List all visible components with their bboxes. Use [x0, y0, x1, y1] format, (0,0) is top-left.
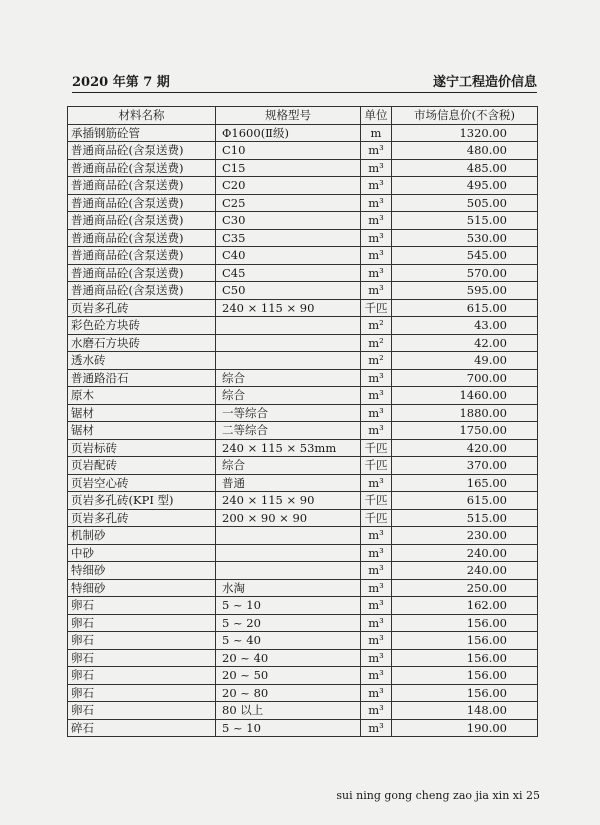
- table-row: [68, 632, 538, 650]
- cell-unit: 千匹: [361, 439, 392, 457]
- cell-spec: C25: [216, 194, 361, 212]
- cell-spec: 240 × 115 × 53mm: [216, 439, 361, 457]
- cell-price: 1320.00: [392, 124, 538, 142]
- table-row: [68, 142, 538, 160]
- cell-price: 615.00: [392, 492, 538, 510]
- cell-material-name: 普通商品砼(含泵送费): [68, 159, 216, 177]
- cell-price: 156.00: [392, 614, 538, 632]
- cell-price: 370.00: [392, 457, 538, 475]
- cell-spec: 二等综合: [216, 422, 361, 440]
- cell-spec: 综合: [216, 369, 361, 387]
- cell-material-name: 页岩标砖: [68, 439, 216, 457]
- issue-label: 2020 年第 7 期: [72, 75, 170, 90]
- cell-material-name: 普通商品砼(含泵送费): [68, 142, 216, 160]
- cell-price: 1750.00: [392, 422, 538, 440]
- cell-unit: 千匹: [361, 509, 392, 527]
- cell-unit: 千匹: [361, 492, 392, 510]
- table-row: [68, 422, 538, 440]
- cell-price: 156.00: [392, 632, 538, 650]
- cell-spec: [216, 352, 361, 370]
- table-header-row: [68, 107, 538, 125]
- table-row: [68, 492, 538, 510]
- cell-unit: m³: [361, 159, 392, 177]
- cell-unit: m³: [361, 474, 392, 492]
- publication-title: 遂宁工程造价信息: [432, 75, 537, 90]
- cell-spec: 综合: [216, 387, 361, 405]
- cell-spec: C40: [216, 247, 361, 265]
- table-row: [68, 212, 538, 230]
- cell-unit: m: [361, 124, 392, 142]
- cell-price: 43.00: [392, 317, 538, 335]
- cell-spec: 240 × 115 × 90: [216, 492, 361, 510]
- cell-material-name: 碎石: [68, 719, 216, 737]
- cell-material-name: 卵石: [68, 632, 216, 650]
- table-row: [68, 369, 538, 387]
- table-row: [68, 684, 538, 702]
- cell-unit: m³: [361, 667, 392, 685]
- cell-material-name: 卵石: [68, 649, 216, 667]
- table-row: [68, 544, 538, 562]
- cell-unit: m³: [361, 562, 392, 580]
- table-row: [68, 124, 538, 142]
- page-footer: sui ning gong cheng zao jia xin xi 25: [336, 789, 540, 802]
- cell-material-name: 水磨石方块砖: [68, 334, 216, 352]
- cell-spec: 20 ~ 40: [216, 649, 361, 667]
- table-row: [68, 667, 538, 685]
- cell-spec: 普通: [216, 474, 361, 492]
- cell-spec: 200 × 90 × 90: [216, 509, 361, 527]
- cell-price: 156.00: [392, 684, 538, 702]
- table-row: [68, 387, 538, 405]
- cell-unit: m²: [361, 317, 392, 335]
- cell-material-name: 中砂: [68, 544, 216, 562]
- table-row: [68, 562, 538, 580]
- cell-spec: C35: [216, 229, 361, 247]
- table-row: [68, 509, 538, 527]
- table-row: [68, 177, 538, 195]
- cell-unit: 千匹: [361, 299, 392, 317]
- cell-price: 156.00: [392, 649, 538, 667]
- cell-unit: m³: [361, 404, 392, 422]
- cell-unit: m³: [361, 369, 392, 387]
- cell-spec: C15: [216, 159, 361, 177]
- cell-unit: m²: [361, 352, 392, 370]
- cell-material-name: 普通商品砼(含泵送费): [68, 229, 216, 247]
- table-row: [68, 404, 538, 422]
- cell-spec: 综合: [216, 457, 361, 475]
- cell-spec: 水淘: [216, 579, 361, 597]
- cell-material-name: 特细砂: [68, 579, 216, 597]
- cell-price: 1880.00: [392, 404, 538, 422]
- cell-spec: C50: [216, 282, 361, 300]
- cell-spec: Φ1600(Ⅱ级): [216, 124, 361, 142]
- cell-unit: m³: [361, 194, 392, 212]
- cell-unit: m³: [361, 212, 392, 230]
- cell-price: 162.00: [392, 597, 538, 615]
- cell-price: 530.00: [392, 229, 538, 247]
- cell-unit: m³: [361, 527, 392, 545]
- cell-spec: 5 ~ 40: [216, 632, 361, 650]
- column-header-unit: 单位: [361, 107, 392, 125]
- table-row: [68, 264, 538, 282]
- table-row: [68, 527, 538, 545]
- cell-unit: m³: [361, 229, 392, 247]
- cell-material-name: 彩色砼方块砖: [68, 317, 216, 335]
- cell-spec: 一等综合: [216, 404, 361, 422]
- cell-unit: m³: [361, 544, 392, 562]
- cell-material-name: 原木: [68, 387, 216, 405]
- cell-unit: m³: [361, 684, 392, 702]
- cell-material-name: 卵石: [68, 667, 216, 685]
- cell-spec: 5 ~ 10: [216, 719, 361, 737]
- table-row: [68, 719, 538, 737]
- cell-spec: [216, 334, 361, 352]
- cell-unit: m³: [361, 614, 392, 632]
- cell-material-name: 普通商品砼(含泵送费): [68, 282, 216, 300]
- cell-unit: m³: [361, 719, 392, 737]
- column-header-name: 材料名称: [68, 107, 216, 125]
- cell-material-name: 透水砖: [68, 352, 216, 370]
- table-row: [68, 579, 538, 597]
- table-row: [68, 334, 538, 352]
- cell-price: 1460.00: [392, 387, 538, 405]
- cell-price: 49.00: [392, 352, 538, 370]
- cell-material-name: 页岩多孔砖: [68, 299, 216, 317]
- cell-unit: m³: [361, 142, 392, 160]
- cell-price: 595.00: [392, 282, 538, 300]
- cell-material-name: 卵石: [68, 702, 216, 720]
- cell-spec: 80 以上: [216, 702, 361, 720]
- cell-material-name: 普通商品砼(含泵送费): [68, 247, 216, 265]
- table-row: [68, 317, 538, 335]
- cell-material-name: 普通商品砼(含泵送费): [68, 264, 216, 282]
- cell-price: 42.00: [392, 334, 538, 352]
- table-row: [68, 352, 538, 370]
- table-row: [68, 247, 538, 265]
- page-header: [72, 68, 537, 93]
- cell-price: 148.00: [392, 702, 538, 720]
- cell-spec: 20 ~ 50: [216, 667, 361, 685]
- cell-material-name: 页岩空心砖: [68, 474, 216, 492]
- cell-unit: m³: [361, 649, 392, 667]
- cell-price: 515.00: [392, 212, 538, 230]
- price-table: [67, 106, 538, 737]
- cell-spec: C10: [216, 142, 361, 160]
- cell-price: 505.00: [392, 194, 538, 212]
- cell-price: 495.00: [392, 177, 538, 195]
- cell-spec: [216, 562, 361, 580]
- cell-unit: m³: [361, 177, 392, 195]
- cell-price: 190.00: [392, 719, 538, 737]
- cell-price: 570.00: [392, 264, 538, 282]
- cell-unit: m³: [361, 264, 392, 282]
- cell-material-name: 普通商品砼(含泵送费): [68, 194, 216, 212]
- cell-price: 545.00: [392, 247, 538, 265]
- cell-price: 165.00: [392, 474, 538, 492]
- table-row: [68, 194, 538, 212]
- table-row: [68, 457, 538, 475]
- cell-spec: 20 ~ 80: [216, 684, 361, 702]
- table-body: [68, 124, 538, 737]
- cell-price: 420.00: [392, 439, 538, 457]
- cell-unit: m³: [361, 422, 392, 440]
- table-row: [68, 614, 538, 632]
- cell-unit: m³: [361, 632, 392, 650]
- table-row: [68, 474, 538, 492]
- cell-unit: m³: [361, 387, 392, 405]
- cell-material-name: 卵石: [68, 614, 216, 632]
- cell-material-name: 卵石: [68, 684, 216, 702]
- cell-material-name: 页岩配砖: [68, 457, 216, 475]
- cell-material-name: 普通路沿石: [68, 369, 216, 387]
- cell-spec: [216, 317, 361, 335]
- cell-unit: m³: [361, 597, 392, 615]
- column-header-price: 市场信息价(不含税): [392, 107, 538, 125]
- cell-spec: [216, 544, 361, 562]
- table-row: [68, 649, 538, 667]
- cell-unit: m²: [361, 334, 392, 352]
- cell-unit: 千匹: [361, 457, 392, 475]
- cell-unit: m³: [361, 247, 392, 265]
- cell-spec: C30: [216, 212, 361, 230]
- cell-spec: 5 ~ 20: [216, 614, 361, 632]
- cell-material-name: 页岩多孔砖(KPI 型): [68, 492, 216, 510]
- cell-price: 485.00: [392, 159, 538, 177]
- cell-material-name: 卵石: [68, 597, 216, 615]
- table-row: [68, 702, 538, 720]
- cell-price: 156.00: [392, 667, 538, 685]
- cell-price: 700.00: [392, 369, 538, 387]
- cell-material-name: 锯材: [68, 404, 216, 422]
- cell-spec: 5 ~ 10: [216, 597, 361, 615]
- cell-spec: C45: [216, 264, 361, 282]
- cell-price: 615.00: [392, 299, 538, 317]
- table-row: [68, 439, 538, 457]
- table-row: [68, 159, 538, 177]
- table-row: [68, 597, 538, 615]
- cell-unit: m³: [361, 702, 392, 720]
- table-row: [68, 282, 538, 300]
- cell-price: 515.00: [392, 509, 538, 527]
- cell-material-name: 锯材: [68, 422, 216, 440]
- cell-unit: m³: [361, 579, 392, 597]
- cell-material-name: 机制砂: [68, 527, 216, 545]
- cell-price: 230.00: [392, 527, 538, 545]
- cell-material-name: 承插钢筋砼管: [68, 124, 216, 142]
- cell-material-name: 普通商品砼(含泵送费): [68, 177, 216, 195]
- cell-price: 250.00: [392, 579, 538, 597]
- cell-material-name: 普通商品砼(含泵送费): [68, 212, 216, 230]
- cell-spec: [216, 527, 361, 545]
- table-row: [68, 229, 538, 247]
- cell-spec: 240 × 115 × 90: [216, 299, 361, 317]
- cell-price: 480.00: [392, 142, 538, 160]
- cell-spec: C20: [216, 177, 361, 195]
- cell-material-name: 页岩多孔砖: [68, 509, 216, 527]
- table-row: [68, 299, 538, 317]
- cell-unit: m³: [361, 282, 392, 300]
- cell-price: 240.00: [392, 544, 538, 562]
- cell-material-name: 特细砂: [68, 562, 216, 580]
- column-header-spec: 规格型号: [216, 107, 361, 125]
- cell-price: 240.00: [392, 562, 538, 580]
